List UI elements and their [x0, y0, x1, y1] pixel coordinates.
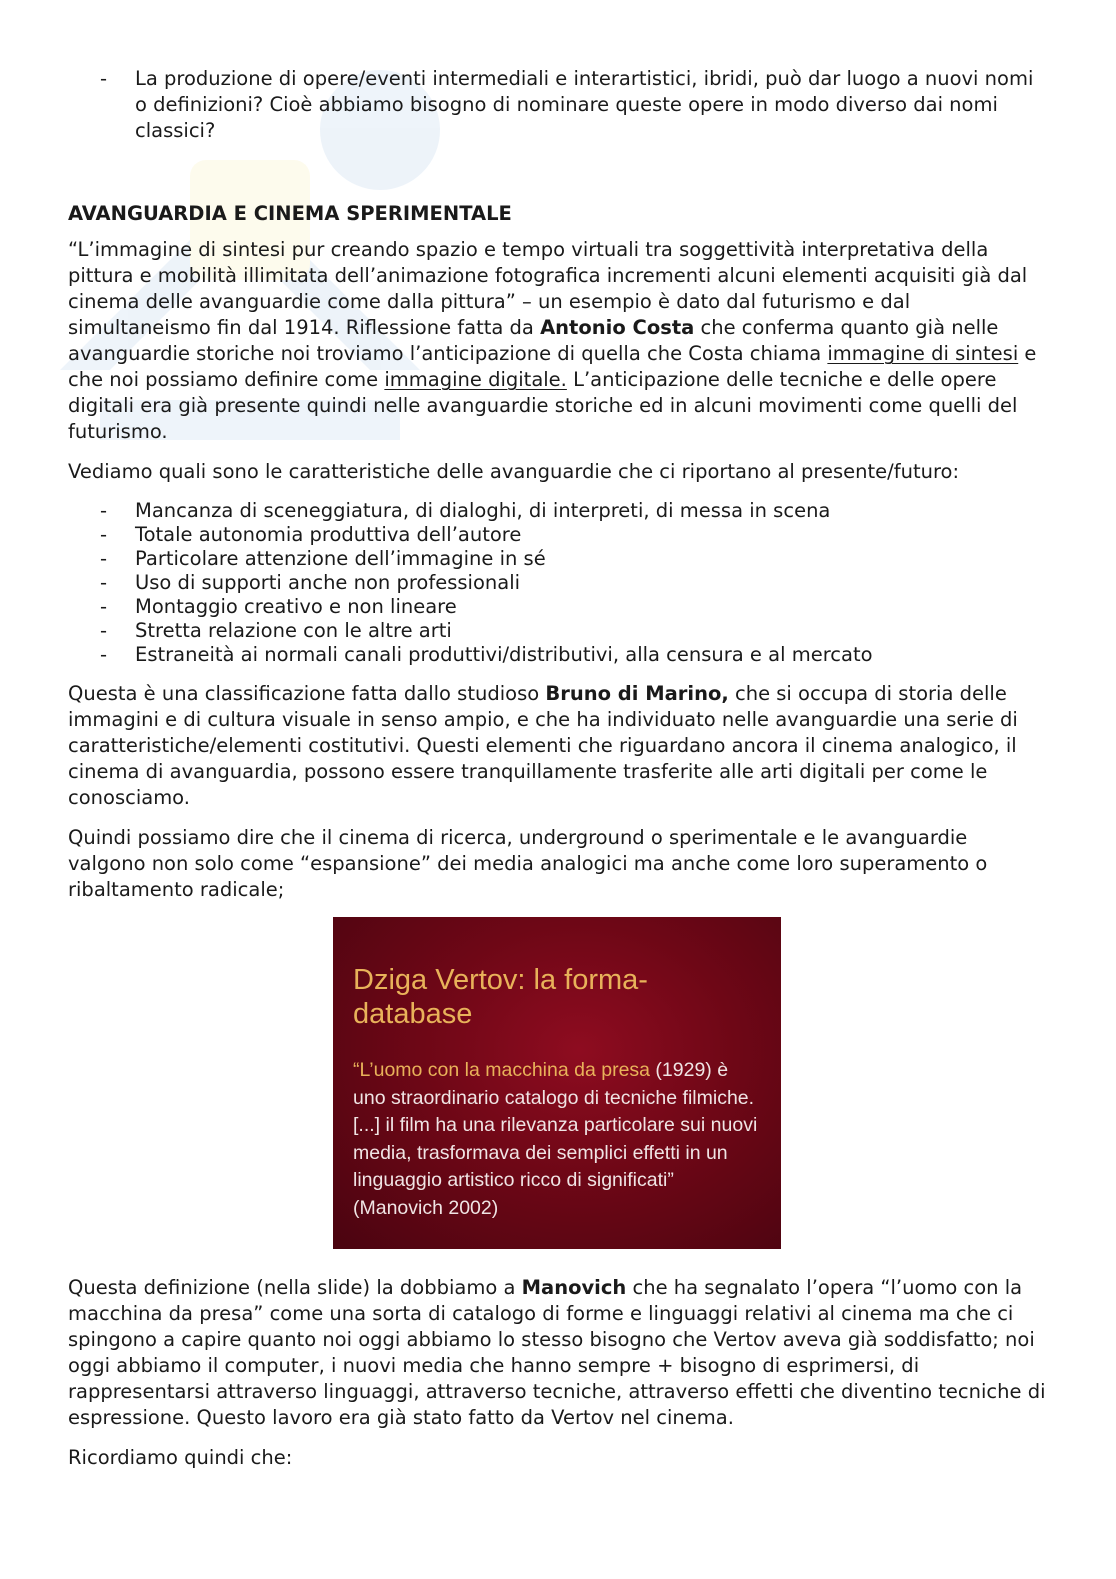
list-item: - La produzione di opere/eventi intermediali e interartistici, ibridi, può dar luogo a nuovi nomi o definizioni? Cioè abbiamo bisogno di nominare queste opere in modo diverso dai nomi classici? — [100, 67, 1034, 142]
slide-quote-highlight: “L’uomo con la macchina da presa — [353, 1059, 651, 1081]
slide-image — [333, 917, 781, 1249]
paragraph-manovich: Questa definizione (nella slide) la dobbiamo a Manovich che ha segnalato l’opera “l’uomo con la macchina da presa” come una sorta di catalogo di forme e linguaggi relativi al cinema ma che ci spingono a capire quanto noi oggi abbiamo lo stesso bisogno che Vertov aveva già soddisfatto; noi oggi abbiamo il computer, i nuovi media che hanno sempre + bisogno di esprimersi, di rappresentarsi attraverso linguaggi, attraverso tecniche, attraverso effetti che diventino tecniche di espressione. Questo lavoro era già stato fatto da Vertov nel cinema. — [68, 1276, 1046, 1429]
section-heading: AVANGUARDIA E CINEMA SPERIMENTALE — [68, 202, 512, 225]
list-item: - Stretta relazione con le altre arti — [100, 619, 452, 642]
list-item: - Totale autonomia produttiva dell’autore — [100, 523, 522, 546]
list-item: - Montaggio creativo e non lineare — [100, 595, 457, 618]
slide-citation: (Manovich 2002) — [353, 1196, 499, 1219]
intro-list — [68, 66, 1046, 144]
list-item: - Mancanza di sceneggiatura, di dialoghi, di interpreti, di messa in scena — [100, 499, 831, 522]
paragraph-features-intro: Vediamo quali sono le caratteristiche delle avanguardie che ci riportano al presente/futuro: — [68, 460, 960, 483]
slide-quote: “L’uomo con la macchina da presa (1929) è uno straordinario catalogo di tecniche filmiche. [...] il film ha una rilevanza particolare sui nuovi media, trasformava dei semplici effetti in un linguaggio artistico ricco di significati” (Manovich 2002) — [353, 1059, 758, 1219]
list-item: - Estraneità ai normali canali produttivi/distributivi, alla censura e al mercato — [100, 643, 873, 666]
features-list — [68, 499, 1046, 667]
document-page — [68, 66, 1046, 1485]
paragraph-di-marino: Questa è una classificazione fatta dallo studioso Bruno di Marino, che si occupa di storia delle immagini e di cultura visuale in senso ampio, e che ha individuato nelle avanguardie una serie di caratteristiche/elementi costitutivi. Questi elementi che riguardano ancora il cinema analogico, il cinema di avanguardia, possono essere tranquillamente trasferite alle arti digitali per come le conosciamo. — [68, 682, 1018, 809]
paragraph-ricerca: Quindi possiamo dire che il cinema di ricerca, underground o sperimentale e le avanguardie valgono non solo come “espansione” dei media analogici ma anche come loro superamento o ribaltamento radicale; — [68, 826, 988, 901]
list-dash: - — [100, 67, 108, 90]
term-immagine-digitale: immagine digitale. — [384, 368, 567, 391]
paragraph-ricordiamo: Ricordiamo quindi che: — [68, 1446, 293, 1469]
name-bruno-di-marino: Bruno di Marino, — [545, 682, 729, 705]
slide-title: Dziga Vertov: la forma-database — [353, 964, 648, 1030]
list-item: - Uso di supporti anche non professionali — [100, 571, 521, 594]
name-antonio-costa: Antonio Costa — [540, 316, 695, 339]
list-item: - Particolare attenzione dell’immagine in sé — [100, 547, 546, 570]
paragraph-costa: “L’immagine di sintesi pur creando spazio e tempo virtuali tra soggettività interpretativa della pittura e mobilità illimitata dell’animazione fotografica incrementi alcuni elementi acquisiti già dal cinema delle avanguardie come dalla pittura” – un esempio è dato dal futurismo e dal simultaneismo fin dal 1914. Riflessione fatta da Antonio Costa che conferma quanto già nelle avanguardie storiche noi troviamo l’anticipazione di quella che Costa chiama immagine di sintesi e che noi possiamo definire come immagine digitale. L’anticipazione delle tecniche e delle opere digitali era già presente quindi nelle avanguardie storiche ed in alcuni movimenti come quelli del futurismo. — [68, 238, 1037, 443]
name-manovich: Manovich — [521, 1276, 627, 1299]
term-immagine-di-sintesi: immagine di sintesi — [827, 342, 1019, 365]
